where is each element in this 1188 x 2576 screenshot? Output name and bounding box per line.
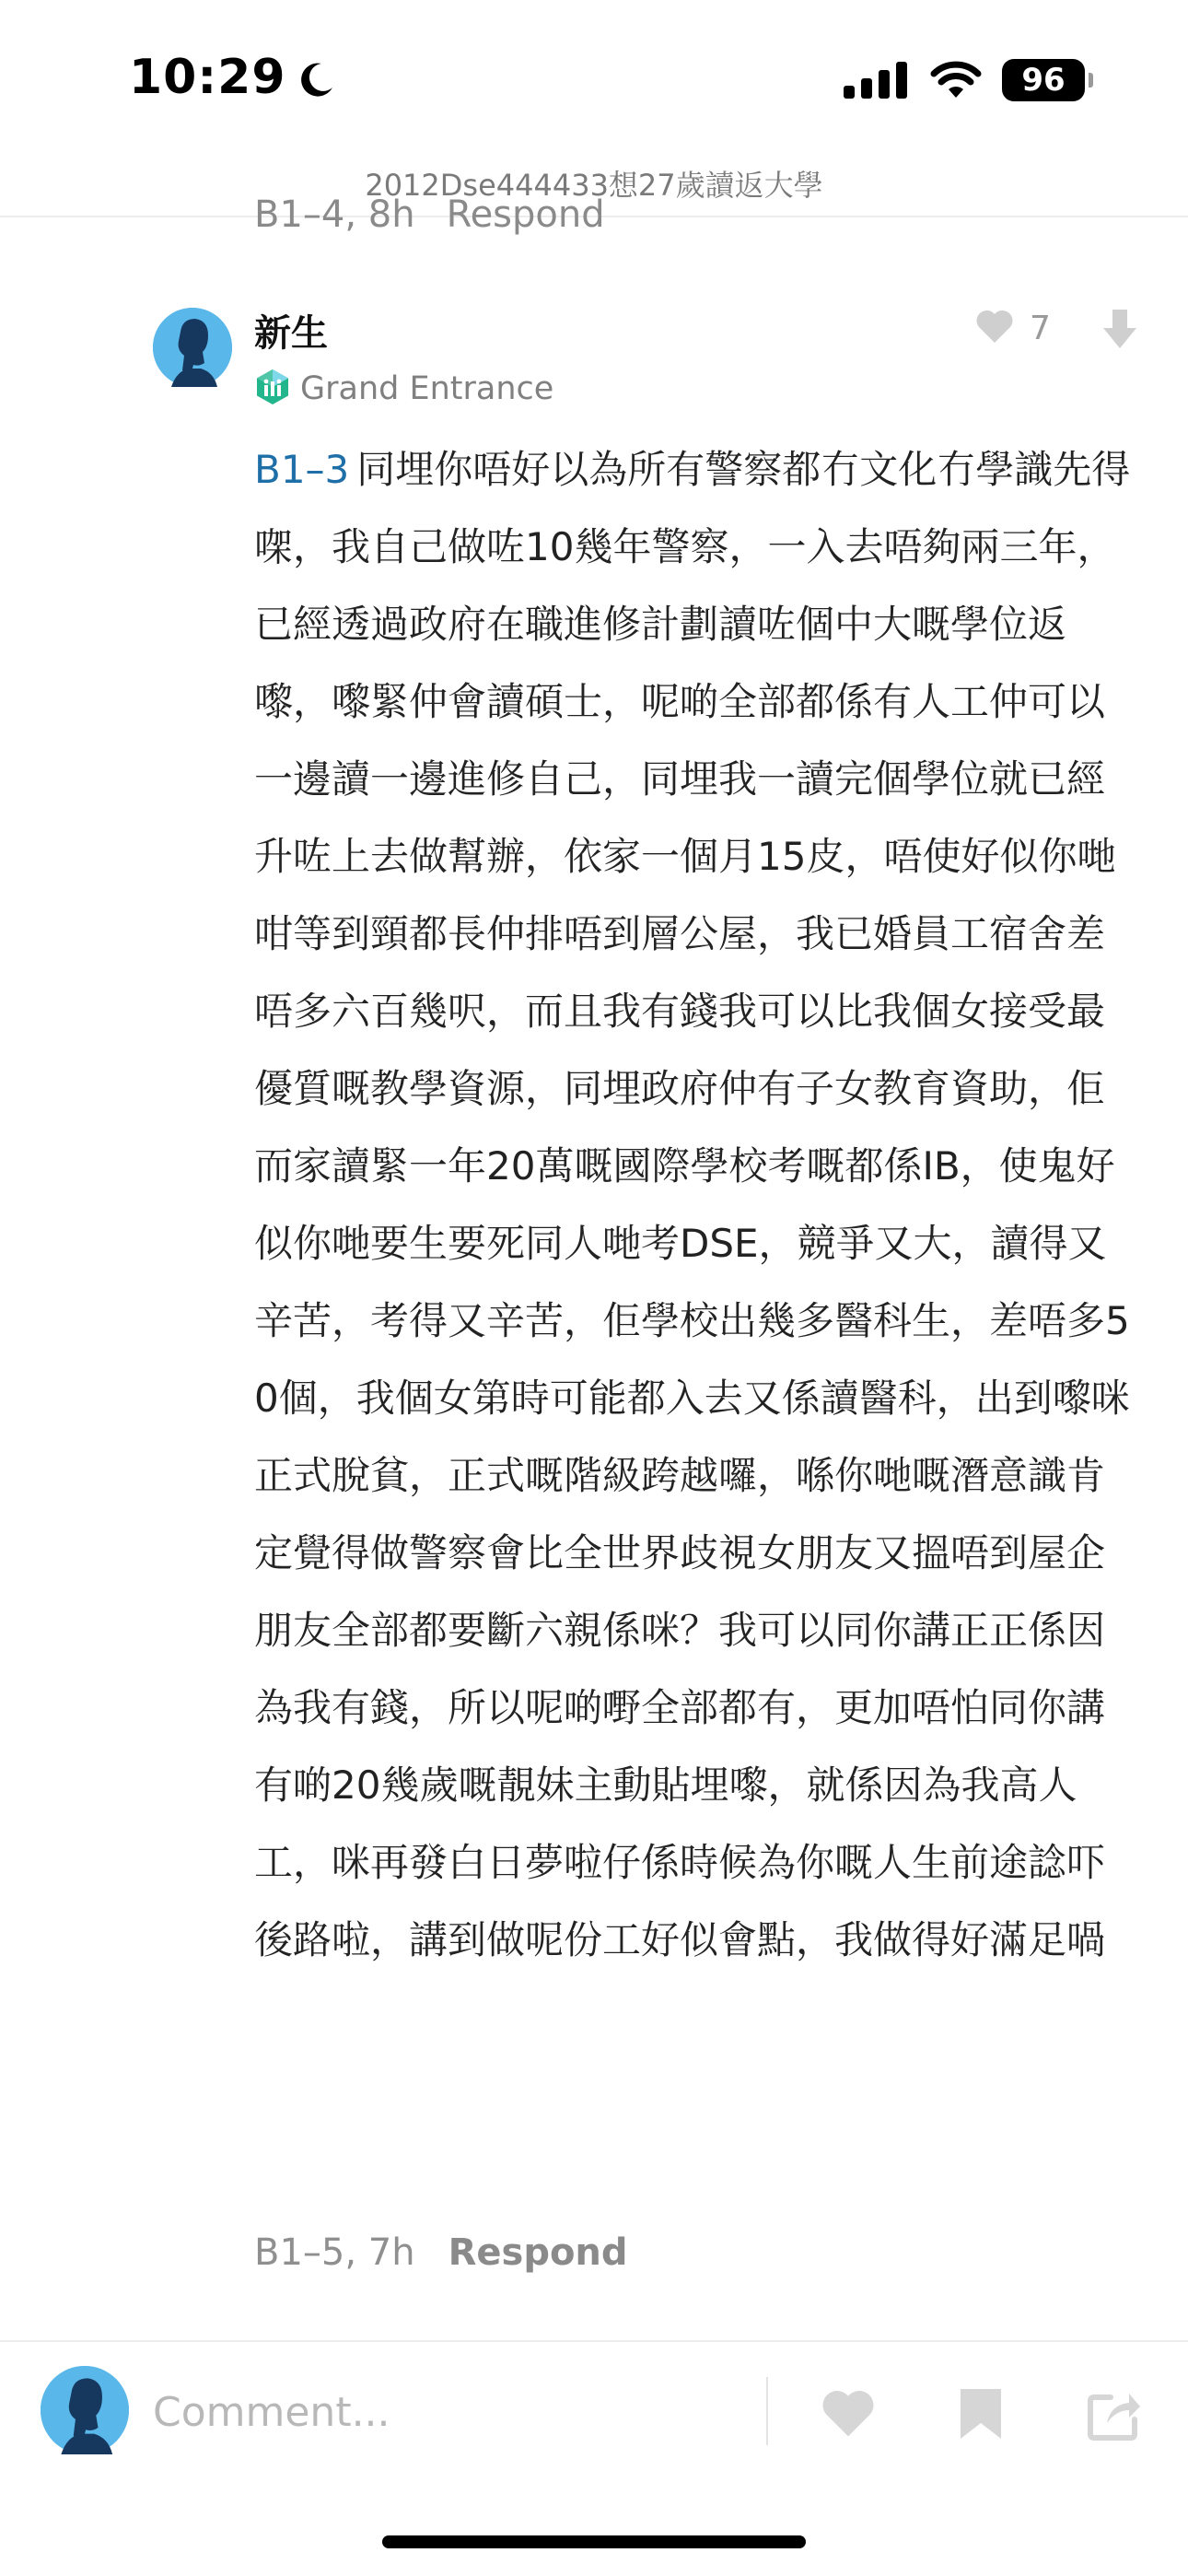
share-icon <box>1087 2386 1142 2441</box>
previous-comment-meta <box>254 193 715 240</box>
footer-avatar <box>41 2366 129 2454</box>
grand-entrance-badge-icon <box>254 369 291 409</box>
battery-tip <box>1089 73 1093 88</box>
comment-meta-label: B1–5, 7h <box>254 2231 415 2274</box>
heart-icon <box>820 2386 877 2440</box>
badge-label: Grand Entrance <box>300 370 554 407</box>
avatar-icon <box>41 2366 129 2454</box>
home-indicator[interactable] <box>382 2535 806 2548</box>
footer-like-button[interactable] <box>820 2386 877 2443</box>
status-bar <box>0 0 1188 157</box>
moon-icon <box>296 57 336 98</box>
comment-meta <box>254 2231 628 2274</box>
battery-level: 96 <box>1021 62 1066 99</box>
heart-icon <box>974 308 1015 348</box>
battery-icon <box>1002 59 1085 101</box>
like-count: 7 <box>1030 309 1051 347</box>
thread-title[interactable]: 2012Dse444433想27歲讀返大學 <box>365 168 823 203</box>
comment-username[interactable]: 新生 <box>254 312 328 355</box>
downvote-arrow-icon[interactable] <box>1101 308 1138 354</box>
avatar[interactable] <box>153 308 232 387</box>
bookmark-button[interactable] <box>958 2386 1004 2445</box>
comment-text: 同埋你唔好以為所有警察都冇文化冇學識先得㗎，我自己做咗10幾年警察，一入去唔夠兩三年，已經透過政府在職進修計劃讀咗個中大嘅學位返嚟，嚟緊仲會讀碩士，呢啲全部都係有人工仲可以一邊讀一邊進修自己，同埋我一讀完個學位就已經升咗上去做幫辦，依家一個月15皮，唔使好似你哋咁等到頸都長仲排唔到層公屋，我已婚員工宿舍差唔多六百幾呎，而且我有錢我可以比我個女接受最優質嘅教學資源，同埋政府仲有子女教育資助，佢而家讀緊一年20萬嘅國際學校考嘅都係IB，使鬼好似你哋要生要死同人哋考DSE，競爭又大，讀得又辛苦，考得又辛苦，佢學校出幾多醫科生，差唔多50個，我個女第時可能都入去又係讀醫科，出到嚟咪正式脫貧，正式嘅階級跨越囉，喺你哋嘅潛意識肯定覺得做警察會比全世界歧視女朋友又搵唔到屋企朋友全部都要斷六親係咪？我可以同你講正正係因為我有錢，所以呢啲嘢全部都有，更加唔怕同你講有啲20幾歲嘅靚妹主動貼埋嚟，就係因為我高人工，咪再發白日夢啦仔係時候為你嘅人生前途諗吓後路啦，講到做呢份工好似會點，我做得好滿足喎 <box>254 447 1131 1962</box>
signal-icon <box>844 62 910 99</box>
comment-input[interactable] <box>153 2384 742 2440</box>
footer-divider <box>0 2340 1188 2342</box>
previous-respond-button[interactable]: Respond <box>446 193 605 236</box>
status-time-label: 10:29 <box>129 50 286 105</box>
user-badge <box>254 369 553 409</box>
bookmark-icon <box>958 2386 1004 2441</box>
avatar-icon <box>153 308 232 387</box>
footer-separator <box>766 2377 768 2445</box>
like-button[interactable] <box>974 308 1051 348</box>
reply-reference-link[interactable]: B1–3 <box>254 447 350 492</box>
previous-comment-meta-label: B1–4, 8h <box>254 193 415 236</box>
status-time <box>129 50 336 105</box>
wifi-icon <box>930 61 982 100</box>
status-indicators <box>844 57 1085 103</box>
share-button[interactable] <box>1087 2386 1142 2445</box>
respond-button[interactable]: Respond <box>448 2231 628 2274</box>
comment-body <box>254 431 1138 1979</box>
